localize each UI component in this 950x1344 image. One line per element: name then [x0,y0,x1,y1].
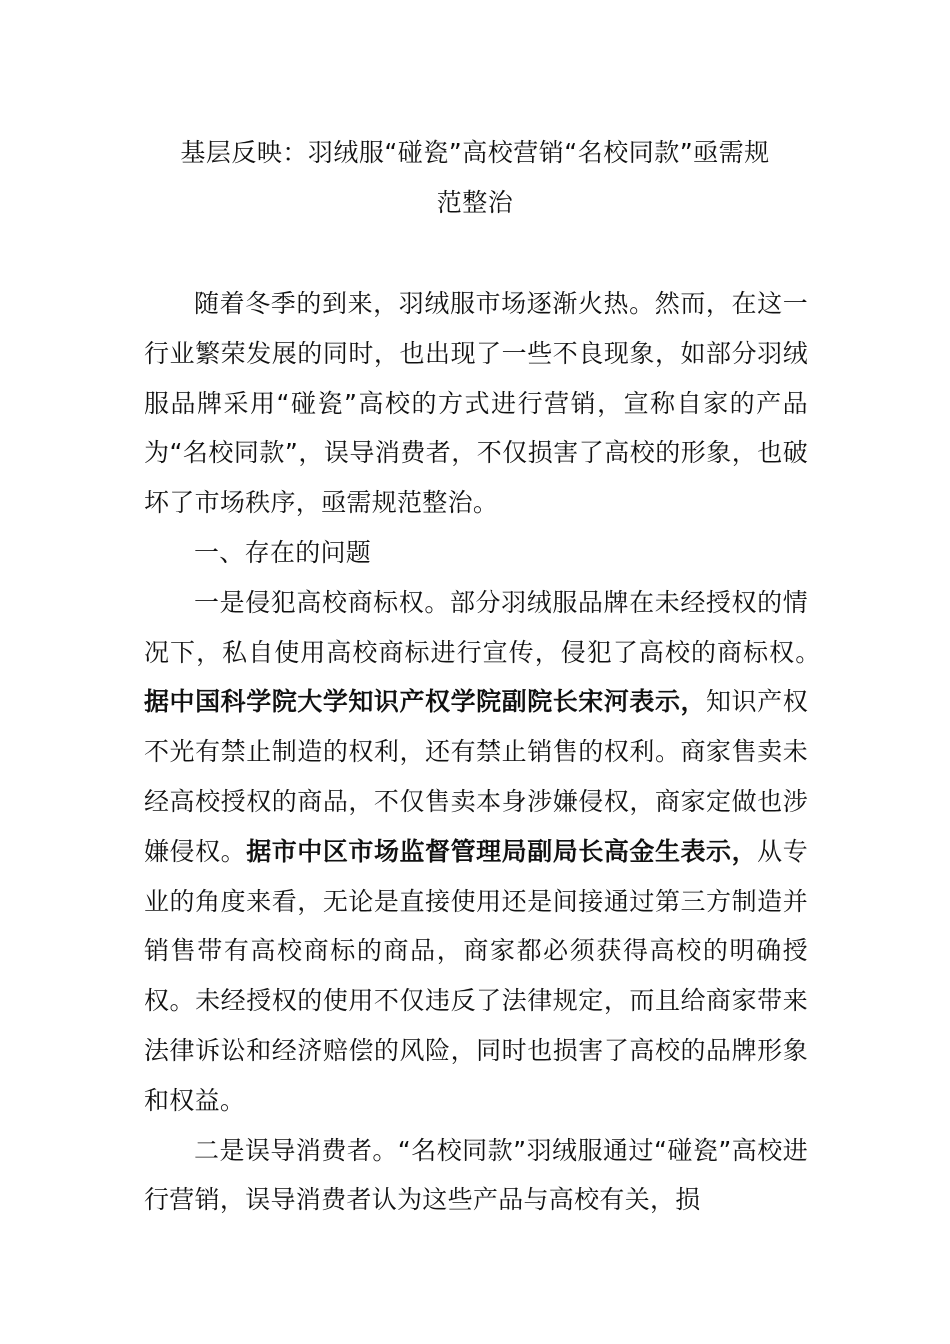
title-line-2: 范整治 [436,188,514,217]
paragraph-intro: 随着冬季的到来，羽绒服市场逐渐火热。然而，在这一行业繁荣发展的同时，也出现了一些不良现象，如部分羽绒服品牌采用“碰瓷”高校的方式进行营销，宣称自家的产品为“名校同款”，误导消费者，不仅损害了高校的形象，也破坏了市场秩序，亟需规范整治。 [144,289,808,518]
section-heading-problems: 一、存在的问题 [194,537,372,567]
paragraph-trademark [144,578,834,1126]
title-line-1: 基层反映：羽绒服“碰瓷”高校营销“名校同款”亟需规 [180,138,770,167]
trademark-text-3: 从专业的角度来看，无论是直接使用还是间接通过第三方制造并销售带有高校商标的商品，商家都必须获得高校的明确授权。未经授权的使用不仅违反了法律规定，而且给商家带来法律诉讼和经济赔偿的风险，同时也损害了高校的品牌形象和权益。 [144,836,809,1115]
document-body [144,279,834,1225]
trademark-text-1: 一是侵犯高校商标权。部分羽绒服品牌在未经授权的情况下，私自使用高校商标进行宣传，侵犯了高校的商标权。 [144,587,834,667]
paragraph-misleading: 二是误导消费者。“名校同款”羽绒服通过“碰瓷”高校进行营销，误导消费者认为这些产品与高校有关，损 [144,1135,808,1215]
trademark-text-2: 知识产权不光有禁止制造的权利，还有禁止销售的权利。商家售卖未经高校授权的商品，不仅售卖本身涉嫌侵权，商家定做也涉嫌侵权。 [144,687,808,866]
quote-source-gao-jinsheng: 据市中区市场监督管理局副局长高金生表示， [246,836,758,866]
document-title [130,128,820,228]
quote-source-song-he: 据中国科学院大学知识产权学院副院长宋河表示， [144,687,707,717]
